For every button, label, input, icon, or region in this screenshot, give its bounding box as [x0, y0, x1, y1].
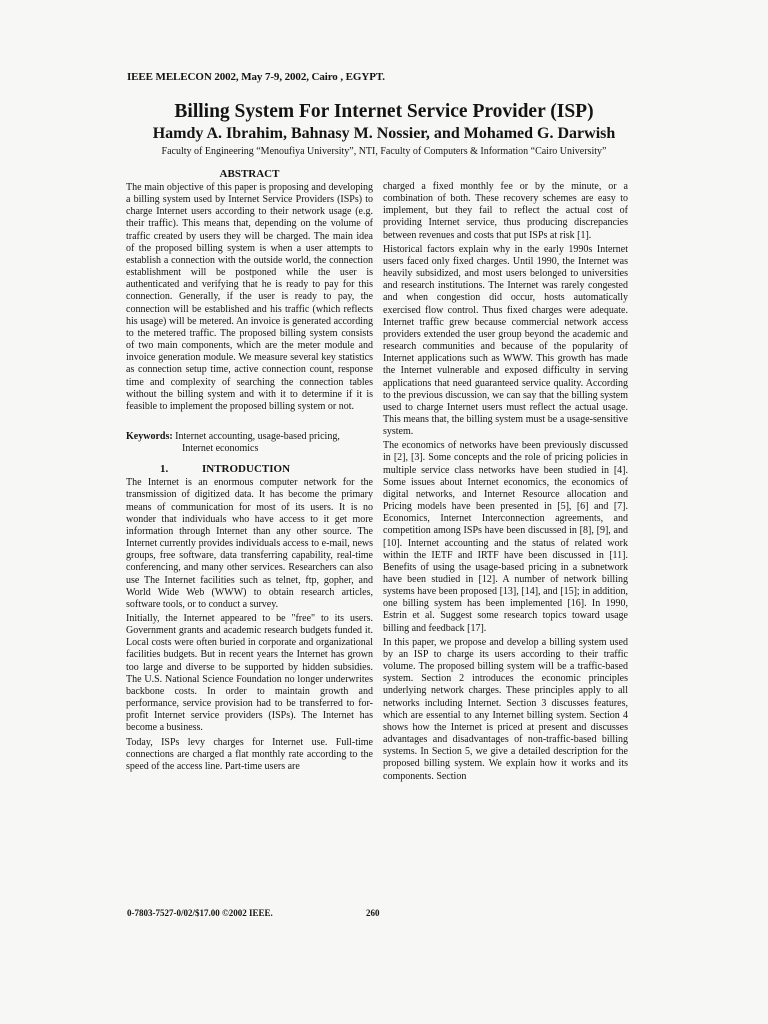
section-title: INTRODUCTION: [202, 463, 291, 476]
page-number: 260: [366, 908, 380, 918]
keywords-line-1: Internet accounting, usage-based pricing,: [175, 430, 340, 442]
left-column: [126, 168, 373, 775]
intro-paragraph: Today, ISPs levy charges for Internet use. Full-time connections are charged a flat monthly rate according to the speed of the access line. Part-time users are: [126, 736, 373, 772]
keywords-line-2: Internet economics: [182, 443, 259, 455]
body-paragraph: Historical factors explain why in the early 1990s Internet users faced only fixed charges. Until 1990, the Internet was heavily subsidized, and most users belonged to universities and research institutions. The Internet was rarely congested and when congestion did occur, hosts automatically exercised flow control. Thus fixed charges were adequate. Internet traffic grew because commercial network access providers extended the user group beyond the academic and research communities and because of the popularity of Internet applications such as WWW. This growth has made the Internet vulnerable and exposed difficulty in serving applications that need guaranteed service quality. According to the previous discussion, we can say that the billing system used to charge Internet users must reflect the actual usage. This means that, the billing system must be a usage-sensitive system.: [383, 243, 628, 438]
section-heading-introduction: [126, 463, 373, 476]
right-column: [383, 181, 628, 785]
conference-header: IEEE MELECON 2002, May 7-9, 2002, Cairo , EGYPT.: [127, 71, 385, 83]
section-number: 1.: [160, 463, 169, 476]
abstract-text: The main objective of this paper is proposing and developing a billing system used by Internet Service Providers (ISPs) to charge Internet users according to their network usage (e.g. their traffic). This means that, depending on the volume of traffic created by users they will be charged. The main idea of the proposed billing system is when a user attempts to establish a connection with the outside world, the connection establishment will be postponed while the user is authenticated and verifying that he is ready to pay for this connection. Generally, if the user is ready to pay, the connection will be established and his traffic (which reflects his usage) will be metered. An invoice is generated according to the metered traffic. The proposed billing system consists of two main components, which are the meter module and invoice generation module. We measure several key statistics as connection setup time, active connection count, response time and complexity of searching the connection tables without the billing system and with it to determine if it is feasible to implement the proposed billing system or not.: [126, 182, 373, 412]
paper-affiliation: Faculty of Engineering “Menoufiya University”, NTI, Faculty of Computers & Information “Cairo University”: [161, 146, 607, 157]
paper-authors: Hamdy A. Ibrahim, Bahnasy M. Nossier, and Mohamed G. Darwish: [152, 125, 616, 142]
body-paragraph: charged a fixed monthly fee or by the minute, or a combination of both. These recovery schemes are easy to implement, but they fail to reflect the actual cost of providing Internet service, thus producing discrepancies between revenues and costs that put ISPs at risk [1].: [383, 181, 628, 241]
abstract-heading: ABSTRACT: [219, 168, 280, 180]
body-paragraph: In this paper, we propose and develop a billing system used by an ISP to charge its users according to their traffic volume. The proposed billing system will be a traffic-based system. Section 2 introduces the economic principles underlying network charges. These principles apply to all networks including Internet. Section 3 discusses features, which are essential to any Internet billing system. Section 4 shows how the Internet is priced at present and discusses advantages and disadvantages of non-traffic-based billing systems. In Section 5, we give a detailed description for the proposed billing system. We explain how it works and its components. Section: [383, 636, 628, 782]
intro-paragraph: Initially, the Internet appeared to be "free" to its users. Government grants and academic research budgets funded it. Local costs were often buried in corporate and organizational facilities budgets. But in recent years the Internet has grown too large and diverse to be supported by hidden subsidies. The U.S. National Science Foundation no longer underwrites backbone costs. In order to maintain growth and performance, service provision had to be transferred to for-profit Internet service providers (ISPs). The Internet has become a business.: [126, 613, 373, 734]
keywords: [126, 431, 373, 455]
keywords-label: Keywords:: [126, 430, 173, 442]
intro-paragraph: The Internet is an enormous computer network for the transmission of digitized data. It has become the primary means of communication for most of its users. It is no wonder that individuals who have access to it get more information through Internet than any other source. The Internet currently provides individuals access to e-mail, news groups, free software, data transferring capability, real-time conferencing, and many other services. Researchers can also use The Internet facilities such as telnet, ftp, gopher, and World Wide Web (WWW) to obtain research articles, software tools, or to conduct a survey.: [126, 477, 373, 610]
paper-title: Billing System For Internet Service Provider (ISP): [174, 101, 594, 122]
footer-isbn: 0-7803-7527-0/02/$17.00 ©2002 IEEE.: [127, 908, 273, 918]
body-paragraph: The economics of networks have been previously discussed in [2], [3]. Some concepts and the role of pricing policies in multiple service class networks have been studied in [4]. Some issues about Internet economics, the economics of digital networks, and Internet Resource allocation and Pricing models have been presented in [5], [6] and [7]. Economics, Internet Interconnection agreements, and competition among ISPs have been discussed in [8], [9], and [10]. Internet accounting and the status of related work within the IETF and IRTF have been discussed in [11]. Benefits of using the usage-based pricing in a subnetwork have been studied in [12]. A number of network billing systems have been proposed [13], [14], and [15]; in addition, one billing system has been implemented [16]. In 1990, Estrin et al. Suggest some research topics toward usage billing and feedback [17].: [383, 440, 628, 634]
